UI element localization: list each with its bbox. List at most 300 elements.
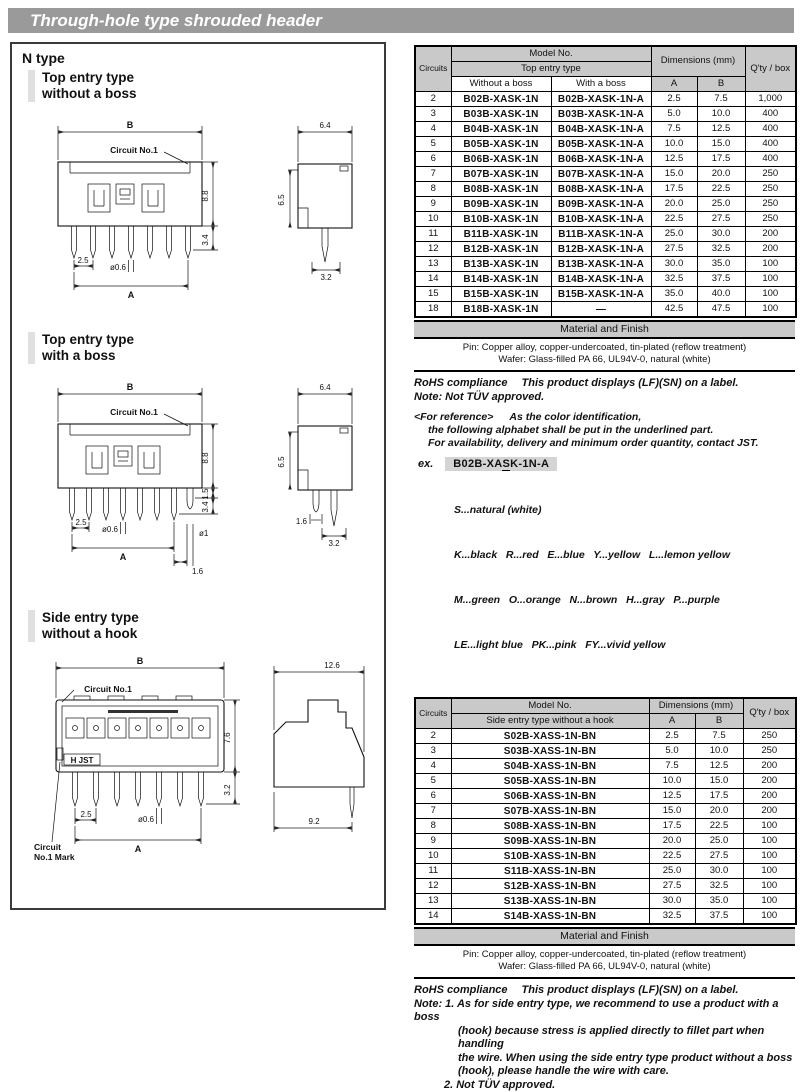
col-header-b: B — [695, 714, 743, 729]
dim-label-pitch: 2.5 — [75, 518, 87, 527]
table-cell: 2.5 — [649, 729, 695, 744]
material-finish-text — [414, 946, 795, 977]
section-title-side-entry-without-hook — [28, 610, 139, 642]
table-cell: 17.5 — [649, 819, 695, 834]
table-cell: B12B-XASK-1N-A — [551, 242, 651, 257]
table-cell: 5 — [415, 774, 451, 789]
dim-label-3-2: 3.2 — [223, 784, 232, 796]
table-cell: S07B-XASS-1N-BN — [451, 804, 649, 819]
n-type-panel — [10, 42, 386, 910]
table-row — [415, 894, 796, 909]
table-cell: 22.5 — [649, 849, 695, 864]
table-cell: 27.5 — [651, 242, 697, 257]
table-cell: 5.0 — [651, 107, 697, 122]
col-header-model-no: Model No. — [451, 698, 649, 714]
material-finish-bar: Material and Finish — [414, 320, 795, 339]
reference-line3: For availability, delivery and minimum order quantity, contact JST. — [414, 437, 795, 450]
table-cell: 25.0 — [649, 864, 695, 879]
table-cell: 100 — [743, 849, 796, 864]
table-cell: 5 — [415, 137, 451, 152]
table-row — [415, 287, 796, 302]
table-cell: 200 — [745, 242, 796, 257]
dim-label-side-3-2: 3.2 — [328, 539, 340, 548]
table-cell: 100 — [745, 302, 796, 318]
table-cell: 17.5 — [651, 182, 697, 197]
table-cell: 1,000 — [745, 92, 796, 107]
table-cell: 9 — [415, 834, 451, 849]
table-cell: 200 — [743, 774, 796, 789]
table-cell: B13B-XASK-1N-A — [551, 257, 651, 272]
table-cell: 15 — [415, 287, 451, 302]
table-cell: 12.5 — [697, 122, 745, 137]
table-cell: 10 — [415, 849, 451, 864]
dim-label-3-4: 3.4 — [201, 501, 210, 513]
table-cell: 13 — [415, 257, 451, 272]
dim-label-a: A — [128, 290, 135, 300]
dim-label-7-6: 7.6 — [223, 732, 232, 744]
table-row — [415, 152, 796, 167]
table-cell: S09B-XASS-1N-BN — [451, 834, 649, 849]
col-header-qty: Q'ty / box — [743, 698, 796, 729]
table-cell: 27.5 — [695, 849, 743, 864]
table-row — [415, 789, 796, 804]
table-cell: 20.0 — [649, 834, 695, 849]
table-cell: 100 — [743, 894, 796, 909]
dim-label-boss-offset: 1.6 — [192, 567, 204, 576]
table-row — [415, 257, 796, 272]
table-cell: 5.0 — [649, 744, 695, 759]
table-cell: B14B-XASK-1N — [451, 272, 551, 287]
divider — [414, 370, 795, 372]
table-cell: B02B-XASK-1N-A — [551, 92, 651, 107]
color-code-line: S...natural (white) — [454, 503, 795, 518]
table-cell: 100 — [745, 287, 796, 302]
note2: 2. Not TÜV approved. — [414, 1079, 795, 1092]
rohs-text: This product displays (LF)(SN) on a label. — [522, 984, 739, 996]
spec-column — [414, 45, 795, 1092]
table-cell: 10.0 — [695, 744, 743, 759]
table-row — [415, 182, 796, 197]
table-row — [415, 242, 796, 257]
table-row — [415, 302, 796, 318]
section-title-line: Top entry type — [42, 70, 137, 86]
dim-label-pitch: 2.5 — [77, 256, 89, 265]
model-suffix: K-1N-A — [510, 458, 549, 470]
material-wafer-line: Wafer: Glass-filled PA 66, UL94V-0, natural (white) — [414, 354, 795, 366]
table-cell: 11 — [415, 864, 451, 879]
table-cell: B03B-XASK-1N — [451, 107, 551, 122]
table-cell: 12.5 — [649, 789, 695, 804]
reference-line1 — [414, 411, 795, 424]
table-cell: S12B-XASS-1N-BN — [451, 879, 649, 894]
top-entry-model-table — [414, 45, 797, 318]
table-cell: 15.0 — [651, 167, 697, 182]
table-row — [415, 122, 796, 137]
table-cell: 27.5 — [697, 212, 745, 227]
table-cell: 10.0 — [697, 107, 745, 122]
table-cell: 30.0 — [651, 257, 697, 272]
table-cell: 32.5 — [649, 909, 695, 925]
table-cell: 250 — [745, 197, 796, 212]
table-cell: 32.5 — [695, 879, 743, 894]
table-cell: 15.0 — [697, 137, 745, 152]
note1-line4: (hook), please handle the wire with care. — [414, 1065, 795, 1079]
reference-line1-text: As the color identification, — [509, 411, 641, 423]
material-pin-line: Pin: Copper alloy, copper-undercoated, tin-plated (reflow treatment) — [414, 342, 795, 354]
dim-label-1-5: 1.5 — [201, 488, 210, 500]
table-row — [415, 819, 796, 834]
reference-line2: the following alphabet shall be put in the underlined part. — [414, 424, 795, 437]
col-header-model-no: Model No. — [451, 46, 651, 62]
col-header-entry-type: Side entry type without a hook — [451, 714, 649, 729]
dim-label-6-5: 6.5 — [277, 456, 286, 468]
col-header-dimensions: Dimensions (mm) — [651, 46, 745, 77]
rohs-line — [414, 377, 795, 391]
table-cell: 37.5 — [695, 909, 743, 925]
table-cell: 100 — [743, 864, 796, 879]
table-cell: B10B-XASK-1N — [451, 212, 551, 227]
table-cell: B11B-XASK-1N-A — [551, 227, 651, 242]
dim-label-a: A — [135, 844, 142, 854]
dim-label-pin-dia: ø0.6 — [110, 263, 127, 272]
type-label: N type — [22, 50, 65, 66]
col-header-a: A — [649, 714, 695, 729]
side-view-outline — [288, 126, 352, 274]
table-cell: 25.0 — [651, 227, 697, 242]
table-cell: 7.5 — [697, 92, 745, 107]
table-cell: 400 — [745, 107, 796, 122]
drawing-side-entry-without-hook — [16, 642, 380, 874]
table-row — [415, 864, 796, 879]
table-cell: 10.0 — [649, 774, 695, 789]
table-cell: 12 — [415, 879, 451, 894]
table-cell: B02B-XASK-1N — [451, 92, 551, 107]
table-cell: 15.0 — [695, 774, 743, 789]
table-row — [415, 197, 796, 212]
table-cell: 22.5 — [697, 182, 745, 197]
table-cell: 9 — [415, 197, 451, 212]
table-cell: S10B-XASS-1N-BN — [451, 849, 649, 864]
table-row — [415, 774, 796, 789]
table-cell: 6 — [415, 152, 451, 167]
table-cell: 400 — [745, 122, 796, 137]
page-title: Through-hole type shrouded header — [8, 8, 794, 33]
table-cell: 25.0 — [695, 834, 743, 849]
dim-label-6-5: 6.5 — [277, 194, 286, 206]
table-cell: 22.5 — [695, 819, 743, 834]
table-cell: 400 — [745, 152, 796, 167]
section-title-line: Side entry type — [42, 610, 139, 626]
front-view-pins — [72, 226, 191, 258]
table-cell: 47.5 — [697, 302, 745, 318]
table-cell: 25.0 — [697, 197, 745, 212]
table-cell: 18 — [415, 302, 451, 318]
table-row — [415, 909, 796, 925]
rohs-note: Note: Not TÜV approved. — [414, 391, 795, 405]
example-label: ex. — [414, 458, 445, 470]
table-cell: 11 — [415, 227, 451, 242]
table-cell: B12B-XASK-1N — [451, 242, 551, 257]
table-cell: 100 — [745, 272, 796, 287]
side-view-outline — [274, 666, 364, 832]
table-body — [415, 92, 796, 318]
table-cell: B09B-XASK-1N-A — [551, 197, 651, 212]
reference-label: <For reference> — [414, 411, 509, 423]
table-cell: 250 — [745, 182, 796, 197]
table-cell: 8 — [415, 182, 451, 197]
table-cell: 100 — [743, 819, 796, 834]
front-view-outline — [58, 126, 202, 226]
front-view-dimensions — [72, 424, 218, 566]
table-cell: 6 — [415, 789, 451, 804]
note1-line1: Note: 1. As for side entry type, we recommend to use a product with a boss — [414, 998, 795, 1025]
table-cell: S14B-XASS-1N-BN — [451, 909, 649, 925]
table-cell: B06B-XASK-1N-A — [551, 152, 651, 167]
table-cell: B03B-XASK-1N-A — [551, 107, 651, 122]
table-cell: 7.5 — [695, 729, 743, 744]
table-cell: 20.0 — [695, 804, 743, 819]
table-cell: 8 — [415, 819, 451, 834]
table-cell: 30.0 — [649, 894, 695, 909]
rohs-label: RoHS compliance — [414, 984, 522, 996]
table-row — [415, 744, 796, 759]
divider — [414, 977, 795, 979]
table-cell: 32.5 — [697, 242, 745, 257]
table-row — [415, 879, 796, 894]
table-cell: 4 — [415, 122, 451, 137]
table-cell: 3 — [415, 744, 451, 759]
table-cell: B05B-XASK-1N — [451, 137, 551, 152]
table-cell: 200 — [745, 227, 796, 242]
table-cell: S03B-XASS-1N-BN — [451, 744, 649, 759]
table-row — [415, 92, 796, 107]
col-header-circuits: Circuits — [415, 46, 451, 92]
col-header-without-boss: Without a boss — [451, 77, 551, 92]
table-cell: 14 — [415, 909, 451, 925]
dim-label-pitch: 2.5 — [80, 810, 92, 819]
table-row — [415, 167, 796, 182]
table-cell: B04B-XASK-1N-A — [551, 122, 651, 137]
table-cell: 17.5 — [695, 789, 743, 804]
table-cell: 12.5 — [651, 152, 697, 167]
table-header — [415, 46, 796, 92]
example-model-number — [445, 457, 557, 471]
dim-label-boss-dia: ø1 — [199, 529, 209, 538]
front-view-pins — [70, 488, 194, 520]
table-cell: B06B-XASK-1N — [451, 152, 551, 167]
table-cell: 14 — [415, 272, 451, 287]
table-cell: B13B-XASK-1N — [451, 257, 551, 272]
table-cell: S06B-XASS-1N-BN — [451, 789, 649, 804]
table-row — [415, 107, 796, 122]
section-title-line: without a boss — [42, 86, 137, 102]
circuit-no1-label: Circuit No.1 — [84, 684, 132, 694]
table-cell: 4 — [415, 759, 451, 774]
col-header-dimensions: Dimensions (mm) — [649, 698, 743, 714]
table-row — [415, 834, 796, 849]
material-finish-text — [414, 339, 795, 370]
rohs-text: This product displays (LF)(SN) on a label. — [522, 377, 739, 389]
material-wafer-line: Wafer: Glass-filled PA 66, UL94V-0, natural (white) — [414, 961, 795, 973]
section-title-line: without a hook — [42, 626, 139, 642]
table-cell: B08B-XASK-1N — [451, 182, 551, 197]
model-underlined-letter: S — [502, 458, 510, 471]
note1-line2: (hook) because stress is applied directly to fillet part when handling — [414, 1025, 795, 1052]
table-cell: 7.5 — [649, 759, 695, 774]
table-body — [415, 729, 796, 925]
col-header-b: B — [697, 77, 745, 92]
table-cell: 2 — [415, 92, 451, 107]
rohs-compliance-block — [414, 377, 795, 404]
table-cell: B18B-XASK-1N — [451, 302, 551, 318]
table-cell: 250 — [745, 167, 796, 182]
table-cell: 10 — [415, 212, 451, 227]
dim-label-12-6: 12.6 — [324, 661, 340, 670]
col-header-a: A — [651, 77, 697, 92]
table-cell: 250 — [743, 744, 796, 759]
table-cell: S08B-XASS-1N-BN — [451, 819, 649, 834]
table-cell: 100 — [743, 879, 796, 894]
table-cell: — — [551, 302, 651, 318]
side-entry-model-table — [414, 697, 797, 925]
section-title-line: with a boss — [42, 348, 134, 364]
table-cell: 200 — [743, 759, 796, 774]
table-cell: 35.0 — [651, 287, 697, 302]
front-view-sockets — [66, 718, 210, 738]
rohs-compliance-block-2 — [414, 984, 795, 1092]
table-row — [415, 804, 796, 819]
material-pin-line: Pin: Copper alloy, copper-undercoated, tin-plated (reflow treatment) — [414, 949, 795, 961]
table-cell: 100 — [743, 834, 796, 849]
table-cell: 2 — [415, 729, 451, 744]
color-code-list — [454, 473, 795, 683]
col-header-entry-type: Top entry type — [451, 62, 651, 77]
table-cell: 30.0 — [695, 864, 743, 879]
table-cell: 32.5 — [651, 272, 697, 287]
front-view-outline — [58, 388, 202, 488]
dim-label-pin-dia: ø0.6 — [138, 815, 155, 824]
table-cell: B15B-XASK-1N — [451, 287, 551, 302]
table-row — [415, 759, 796, 774]
jst-mark-label: H JST — [71, 756, 94, 765]
table-cell: 7 — [415, 804, 451, 819]
table-cell: B14B-XASK-1N-A — [551, 272, 651, 287]
dim-label-3-4: 3.4 — [201, 234, 210, 246]
circuit-no1-label: Circuit No.1 — [110, 145, 158, 155]
table-cell: 100 — [745, 257, 796, 272]
section-title-top-entry-with-boss — [28, 332, 134, 364]
table-cell: B15B-XASK-1N-A — [551, 287, 651, 302]
table-cell: 200 — [743, 789, 796, 804]
table-cell: B10B-XASK-1N-A — [551, 212, 651, 227]
rohs-line — [414, 984, 795, 998]
example-model-line — [414, 458, 795, 470]
table-cell: 400 — [745, 137, 796, 152]
boss-pin — [187, 488, 193, 509]
table-cell: S11B-XASS-1N-BN — [451, 864, 649, 879]
table-cell: 13 — [415, 894, 451, 909]
circuit-mark-label-line1: Circuit — [34, 842, 61, 852]
table-cell: 250 — [745, 212, 796, 227]
table-header — [415, 698, 796, 729]
table-cell: 40.0 — [697, 287, 745, 302]
front-view-pins — [73, 772, 204, 806]
table-cell: S05B-XASS-1N-BN — [451, 774, 649, 789]
dim-label-8-8: 8.8 — [201, 452, 210, 464]
table-cell: 2.5 — [651, 92, 697, 107]
table-cell: 22.5 — [651, 212, 697, 227]
table-cell: 37.5 — [697, 272, 745, 287]
material-finish-bar: Material and Finish — [414, 927, 795, 946]
table-cell: 200 — [743, 804, 796, 819]
section-title-top-entry-without-boss — [28, 70, 137, 102]
table-cell: 35.0 — [695, 894, 743, 909]
col-header-circuits: Circuits — [415, 698, 451, 729]
rohs-label: RoHS compliance — [414, 377, 522, 389]
table-cell: 20.0 — [697, 167, 745, 182]
dim-label-6-4: 6.4 — [319, 383, 331, 392]
table-row — [415, 272, 796, 287]
color-code-line: K...black R...red E...blue Y...yellow L...lemon yellow — [454, 548, 795, 563]
table-cell: B07B-XASK-1N-A — [551, 167, 651, 182]
table-cell: 35.0 — [697, 257, 745, 272]
dim-label-side-1-6: 1.6 — [296, 517, 308, 526]
table-cell: S02B-XASS-1N-BN — [451, 729, 649, 744]
table-cell: 20.0 — [651, 197, 697, 212]
table-cell: S04B-XASS-1N-BN — [451, 759, 649, 774]
table-cell: B11B-XASK-1N — [451, 227, 551, 242]
table-row — [415, 137, 796, 152]
side-boss-pin — [313, 490, 319, 512]
table-cell: 17.5 — [697, 152, 745, 167]
dim-label-3-2: 3.2 — [320, 273, 332, 282]
dim-label-b: B — [137, 656, 144, 666]
table-cell: S13B-XASS-1N-BN — [451, 894, 649, 909]
table-cell: 7 — [415, 167, 451, 182]
dim-label-b: B — [127, 120, 134, 130]
drawing-top-entry-with-boss — [16, 374, 380, 580]
table-row — [415, 849, 796, 864]
table-row — [415, 729, 796, 744]
note1-line3: the wire. When using the side entry type product without a boss — [414, 1052, 795, 1066]
table-cell: B04B-XASK-1N — [451, 122, 551, 137]
drawing-top-entry-without-boss — [16, 112, 380, 308]
table-cell: 7.5 — [651, 122, 697, 137]
circuit-mark-label-line2: No.1 Mark — [34, 852, 75, 862]
color-code-line: LE...light blue PK...pink FY...vivid yellow — [454, 638, 795, 653]
table-cell: 30.0 — [697, 227, 745, 242]
dim-label-b: B — [127, 382, 134, 392]
table-cell: 250 — [743, 729, 796, 744]
table-cell: 12.5 — [695, 759, 743, 774]
table-row — [415, 212, 796, 227]
table-cell: 100 — [743, 909, 796, 925]
dim-label-pin-dia: ø0.6 — [102, 525, 119, 534]
table-cell: 42.5 — [651, 302, 697, 318]
dim-label-9-2: 9.2 — [308, 817, 320, 826]
table-cell: B08B-XASK-1N-A — [551, 182, 651, 197]
table-cell: B09B-XASK-1N — [451, 197, 551, 212]
table-cell: B05B-XASK-1N-A — [551, 137, 651, 152]
table-cell: 3 — [415, 107, 451, 122]
col-header-with-boss: With a boss — [551, 77, 651, 92]
table-cell: 10.0 — [651, 137, 697, 152]
section-title-line: Top entry type — [42, 332, 134, 348]
dim-label-a: A — [120, 552, 127, 562]
table-cell: 15.0 — [649, 804, 695, 819]
dim-label-8-8: 8.8 — [201, 190, 210, 202]
table-cell: 27.5 — [649, 879, 695, 894]
